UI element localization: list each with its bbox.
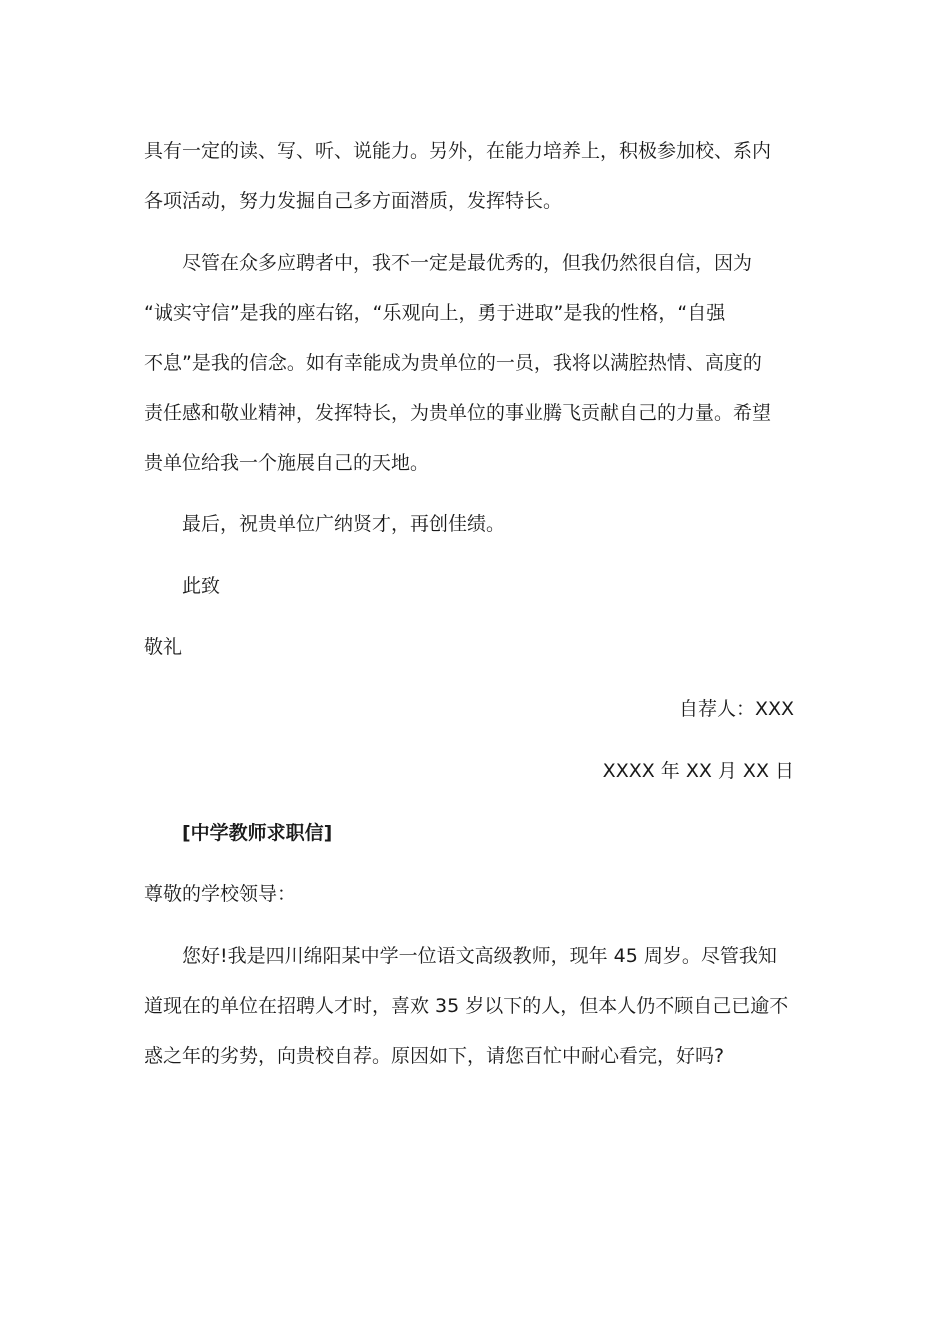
salutation-cizhi: 此致 xyxy=(182,575,221,597)
paragraph-line: 具有一定的读、写、听、说能力。另外，在能力培养上，积极参加校、系内 xyxy=(144,140,772,162)
closing-wish: 最后，祝贵单位广纳贤才，再创佳绩。 xyxy=(182,513,506,535)
paragraph-line: 惑之年的劣势，向贵校自荐。原因如下，请您百忙中耐心看完，好吗? xyxy=(144,1045,725,1067)
paragraph-line: 道现在的单位在招聘人才时，喜欢 35 岁以下的人，但本人仍不顾自己已逾不 xyxy=(144,995,789,1017)
paragraph-line: “诚实守信”是我的座右铭，“乐观向上，勇于进取”是我的性格，“自强 xyxy=(144,302,726,324)
paragraph-line: 贵单位给我一个施展自己的天地。 xyxy=(144,452,430,474)
paragraph-line: 不息”是我的信念。如有幸能成为贵单位的一员，我将以满腔热情、高度的 xyxy=(144,352,762,374)
section-heading: [中学教师求职信] xyxy=(182,822,333,844)
paragraph-line: 责任感和敬业精神，发挥特长，为贵单位的事业腾飞贡献自己的力量。希望 xyxy=(144,402,772,424)
paragraph-line: 您好!我是四川绵阳某中学一位语文高级教师，现年 45 周岁。尽管我知 xyxy=(182,945,777,967)
signature: 自荐人：XXX xyxy=(678,698,794,720)
date: XXXX 年 XX 月 XX 日 xyxy=(602,760,794,782)
paragraph-line: 各项活动，努力发掘自己多方面潜质，发挥特长。 xyxy=(144,190,563,212)
salutation-jingli: 敬礼 xyxy=(144,636,183,658)
greeting: 尊敬的学校领导： xyxy=(144,883,297,905)
paragraph-line: 尽管在众多应聘者中，我不一定是最优秀的，但我仍然很自信，因为 xyxy=(182,252,753,274)
